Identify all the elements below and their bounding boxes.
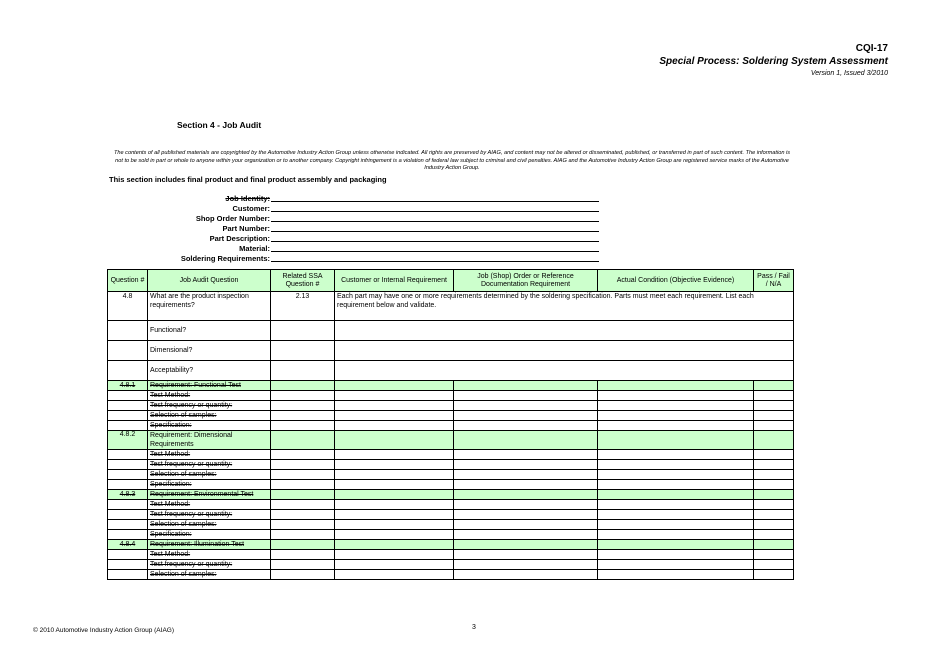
ssa-num: 2.13 [271,292,335,321]
table-row [108,361,794,381]
table-row [108,321,794,341]
item-label: Selection of samples: [148,520,271,530]
item-label: Specification: [148,480,271,490]
item-label: Test frequency or quantity: [148,401,271,411]
table-row [108,460,794,470]
item-label: Test frequency or quantity: [148,510,271,520]
field-label: Shop Order Number: [195,214,270,223]
item-label: Selection of samples: [148,411,271,421]
table-row [108,470,794,480]
col-job-order-requirement: Job (Shop) Order or Reference Documentation Requirement [454,270,598,292]
item-label: Specification: [148,421,271,431]
table-row [108,480,794,490]
table-row [108,341,794,361]
copyright-notice: The contents of all published materials are copyrighted by the Automotive Industry Action Group unless otherwise indicated. All rights are preserved by AIAG, and content may not be altered or disseminated, published, or transferred in part of such content. The information is not to be sold in part or whole to anyone within your organization or to another company. Copyright infringement is a violation of federal law subject to criminal and civil penalties. AIAG and the Automotive Industry Action Group are registered service marks of the Automotive Industry Action Group. [113,150,791,172]
table-row [108,500,794,510]
item-label: Test Method: [148,550,271,560]
field-line[interactable] [271,241,599,242]
document-code: CQI-17 [855,43,888,54]
field-line[interactable] [271,221,599,222]
field-label: Customer: [232,204,270,213]
field-label: Soldering Requirements: [180,254,270,263]
item-label: Selection of samples: [148,470,271,480]
table-row [108,450,794,460]
field-line[interactable] [271,231,599,232]
table-row [108,550,794,560]
job-audit-table [107,269,794,580]
document-title: Special Process: Soldering System Assessment [659,56,888,67]
requirement-num: 4.8.4 [108,540,148,550]
question-num: 4.8 [108,292,148,321]
section-title: Section 4 - Job Audit [177,120,262,130]
page-number: 3 [472,624,476,631]
requirement-num: 4.8.3 [108,490,148,500]
requirement-row [108,540,794,550]
item-label: Test Method: [148,500,271,510]
table-row [108,530,794,540]
item-label: Test frequency or quantity: [148,460,271,470]
sub-question: Dimensional? [148,341,271,361]
item-label: Test Method: [148,450,271,460]
col-audit-question: Job Audit Question [148,270,271,292]
sub-question: Functional? [148,321,271,341]
table-row [108,401,794,411]
col-actual-condition: Actual Condition (Objective Evidence) [598,270,754,292]
item-label: Test Method: [148,391,271,401]
table-row [108,411,794,421]
table-row [108,421,794,431]
requirement-num: 4.8.1 [108,381,148,391]
field-label: Material: [239,244,270,253]
document-version: Version 1, Issued 3/2010 [810,70,888,77]
field-line[interactable] [271,201,599,202]
requirement-row [108,431,794,450]
footer-copyright: © 2010 Automotive Industry Action Group (AIAG) [33,627,174,634]
col-customer-requirement: Customer or Internal Requirement [335,270,454,292]
field-label: Job Identity: [225,194,270,203]
field-line[interactable] [271,261,599,262]
requirement-label: Requirement: Functional Test [148,381,271,391]
table-row [108,560,794,570]
table-row [108,391,794,401]
col-pass-fail: Pass / Fail / N/A [754,270,794,292]
col-question-num: Question # [108,270,148,292]
field-line[interactable] [271,211,599,212]
requirement-row [108,381,794,391]
item-label: Selection of samples: [148,570,271,580]
col-related-ssa: Related SSA Question # [271,270,335,292]
table-row [108,520,794,530]
requirement-num: 4.8.2 [108,431,148,450]
field-label: Part Number: [222,224,270,233]
table-header-row [108,270,794,292]
sub-question: Acceptability? [148,361,271,381]
field-line[interactable] [271,251,599,252]
table-row [108,510,794,520]
requirement-label: Requirement: Environmental Test [148,490,271,500]
requirement-label: Requirement: Illumination Test [148,540,271,550]
table-row [108,292,794,321]
section-intro: This section includes final product and final product assembly and packaging [109,175,387,184]
table-row [108,570,794,580]
question-text: What are the product inspection requirements? [148,292,271,321]
question-note: Each part may have one or more requirements determined by the soldering specification. Parts must meet each requirement. List each requirement below and validate. [335,292,794,321]
requirement-label: Requirement: Dimensional Requirements [148,431,271,450]
field-label: Part Description: [209,234,270,243]
requirement-row [108,490,794,500]
item-label: Specification: [148,530,271,540]
item-label: Test frequency or quantity: [148,560,271,570]
